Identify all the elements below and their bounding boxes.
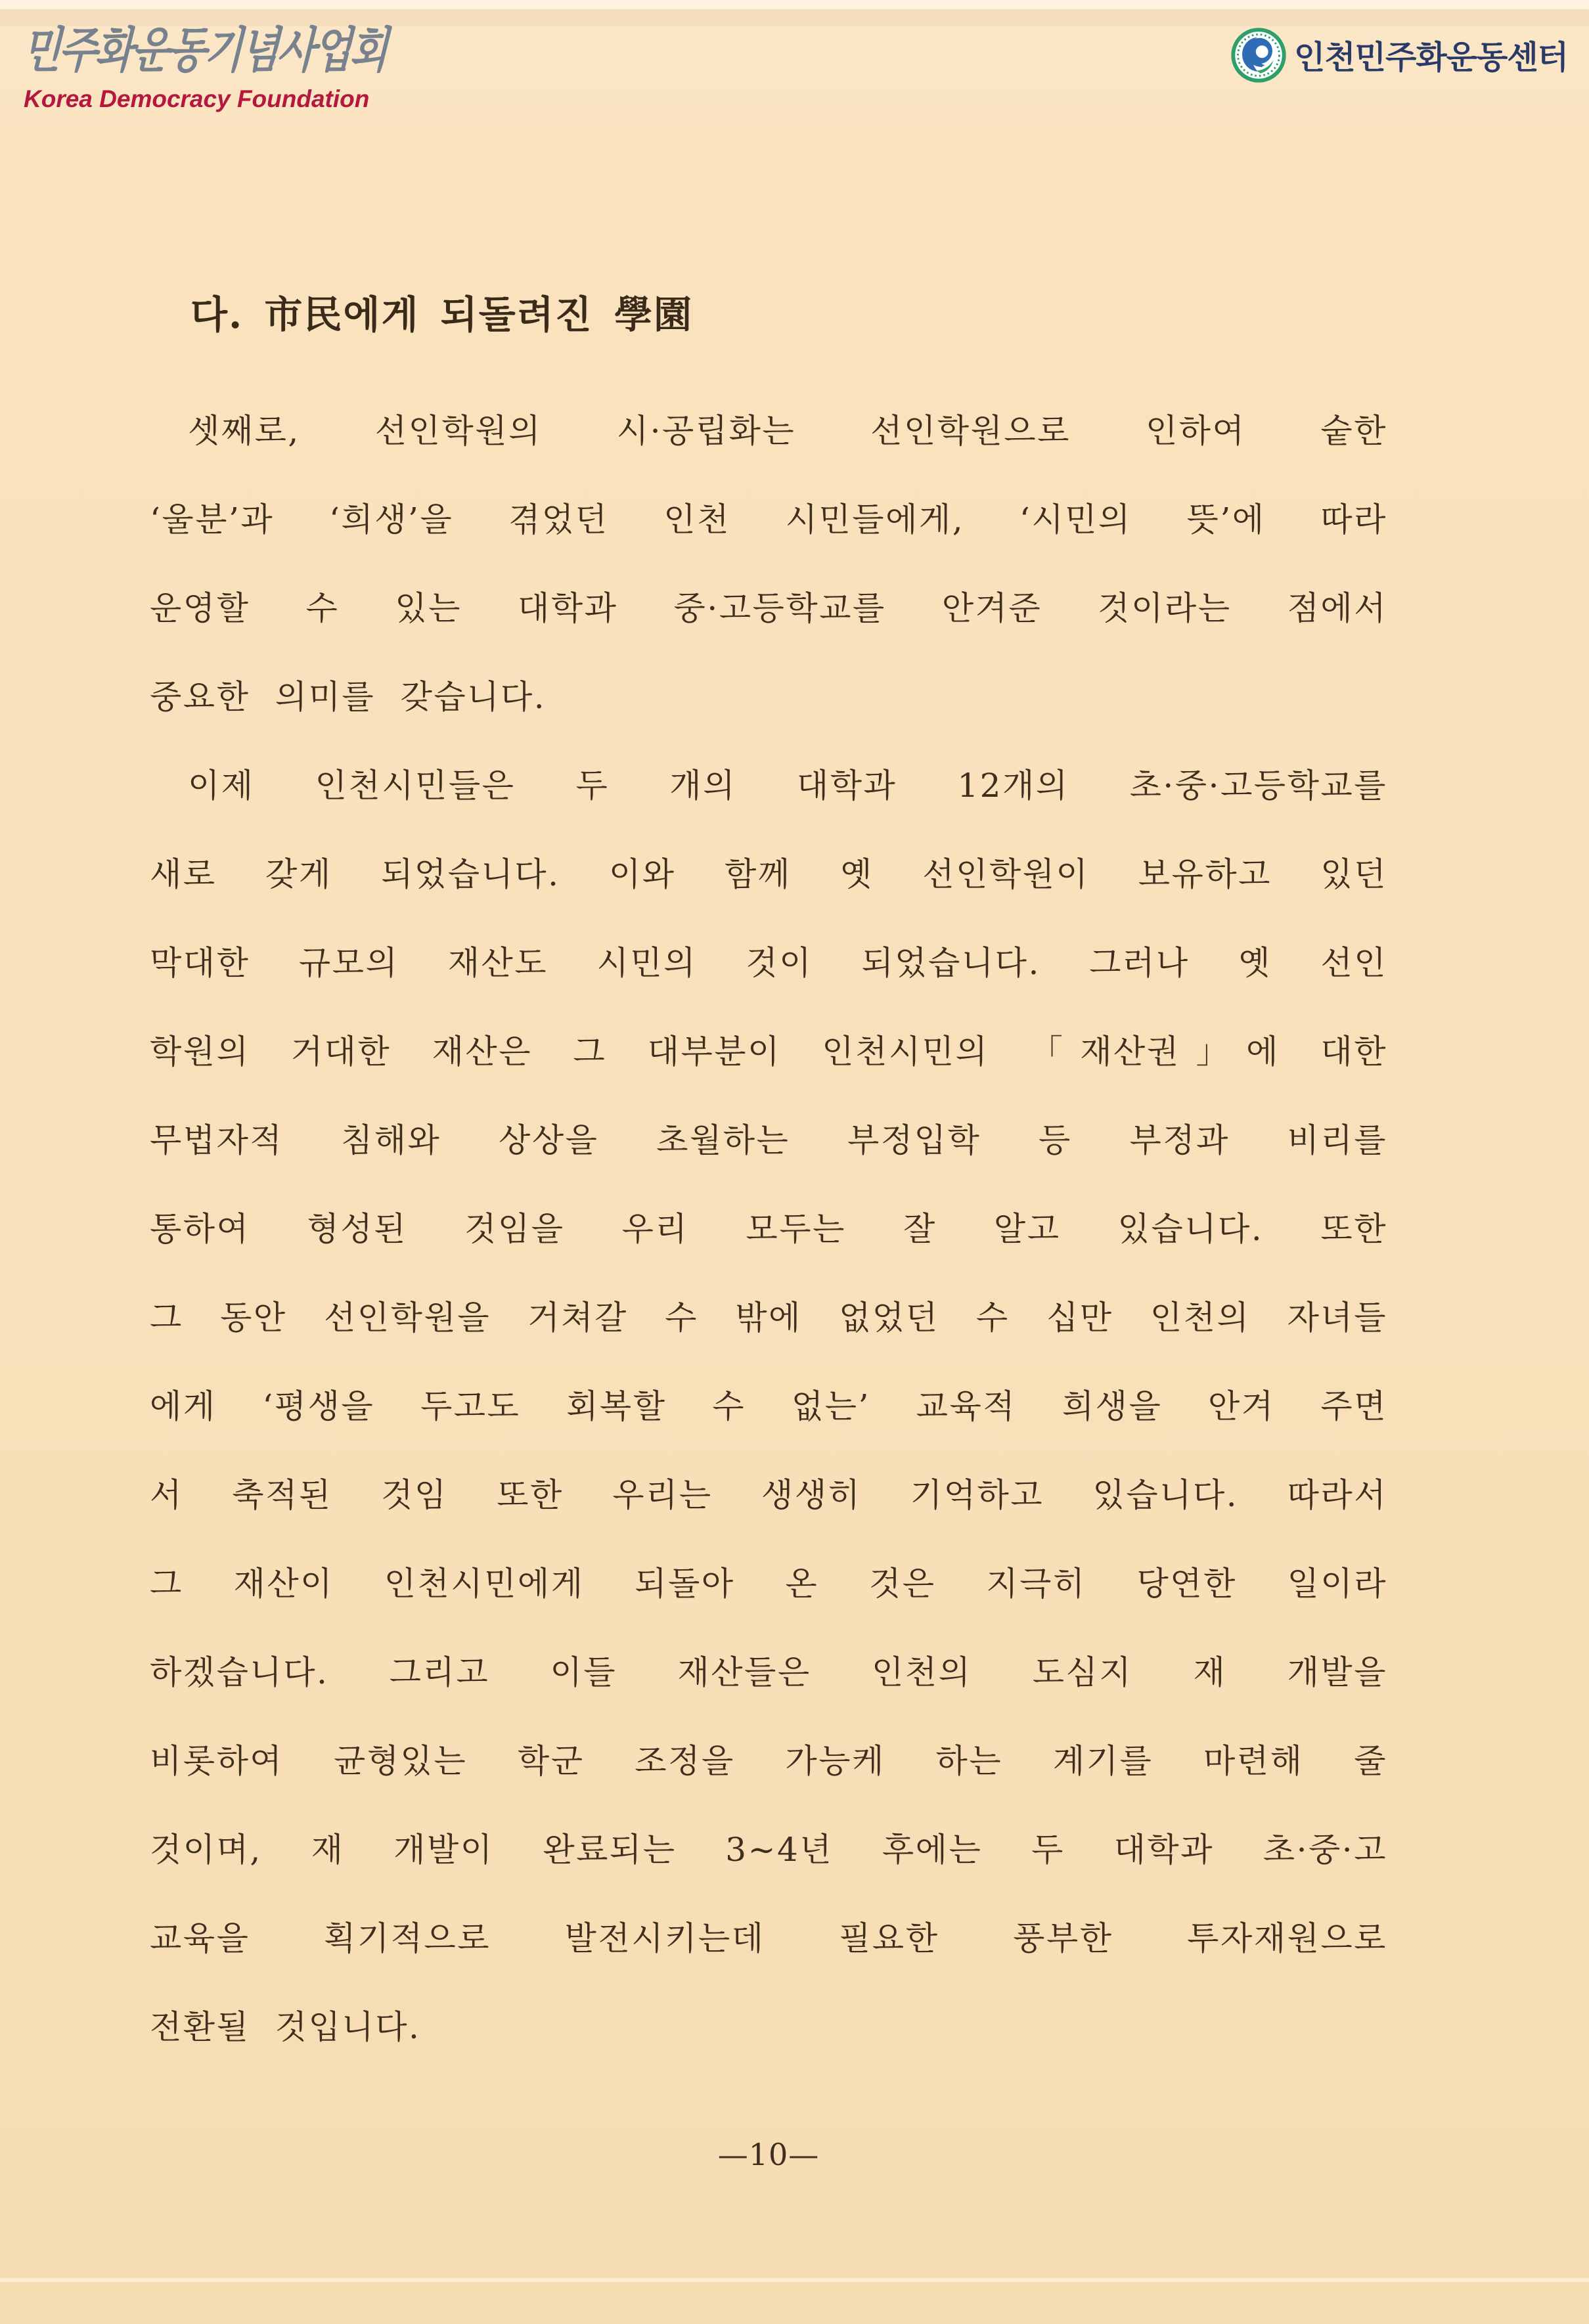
body-line: 하겠습니다. 그리고 이들 재산들은 인천의 도심지 재 개발을 [150,1653,1387,1691]
document-body [150,271,1387,2072]
body-line: 것이며, 재 개발이 완료되는 3~4년 후에는 두 대학과 초·중·고 [150,1831,1387,1869]
body-line: 교육을 획기적으로 발전시키는데 필요한 풍부한 투자재원으로 [150,1919,1387,1957]
incheon-democracy-center-logo [1231,28,1568,83]
body-line: 운영할 수 있는 대학과 중·고등학교를 안겨준 것이라는 점에서 [150,589,1387,627]
page-number: —10— [717,2137,820,2172]
body-line: 무법자적 침해와 상상을 초월하는 부정입학 등 부정과 비리를 [150,1121,1387,1159]
body-line: 막대한 규모의 재산도 시민의 것이 되었습니다. 그러나 옛 선인 [150,944,1387,982]
section-heading: 다. 市民에게 되돌려진 學園 [190,292,693,337]
incheon-center-emblem-icon [1231,28,1286,83]
foundation-calligraphy-logotype: 민주화운동기념사업회 [21,22,388,79]
paragraph-1 [150,387,1387,742]
body-line: 그 재산이 인천시민에게 되돌아 온 것은 지극히 당연한 일이라 [150,1565,1387,1603]
body-line: 그 동안 선인학원을 거쳐갈 수 밖에 없었던 수 십만 인천의 자녀들 [150,1299,1388,1337]
body-line: 학원의 거대한 재산은 그 대부분이 인천시민의 「재산권」에 대한 [150,1033,1387,1071]
body-line: 이제 인천시민들은 두 개의 대학과 12개의 초·중·고등학교를 [188,767,1387,805]
scan-edge-strip [0,0,1589,9]
incheon-center-name: 인천민주화운동센터 [1293,40,1568,76]
body-line: 새로 갖게 되었습니다. 이와 함께 옛 선인학원이 보유하고 있던 [150,855,1387,893]
body-line: ‘울분’과 ‘희생’을 겪었던 인천 시민들에게, ‘시민의 뜻’에 따라 [150,501,1387,539]
body-line: 중요한 의미를 갖습니다. [150,678,547,716]
body-line: 셋째로, 선인학원의 시·공립화는 선인학원으로 인하여 숱한 [188,412,1387,450]
body-line: 에게 ‘평생을 두고도 회복할 수 없는’ 교육적 희생을 안겨 주면 [150,1387,1387,1425]
scan-crease [0,2278,1589,2282]
body-line: 통하여 형성된 것임을 우리 모두는 잘 알고 있습니다. 또한 [150,1210,1387,1248]
foundation-english-logotype: Korea Democracy Foundation [24,85,370,112]
paragraph-2 [150,742,1387,2072]
body-line: 전환될 것입니다. [150,2008,421,2046]
body-line: 서 축적된 것임 또한 우리는 생생히 기억하고 있습니다. 따라서 [150,1476,1387,1514]
body-line: 비롯하여 균형있는 학군 조정을 가능케 하는 계기를 마련해 줄 [150,1742,1387,1780]
korea-democracy-foundation-logo [21,22,467,112]
